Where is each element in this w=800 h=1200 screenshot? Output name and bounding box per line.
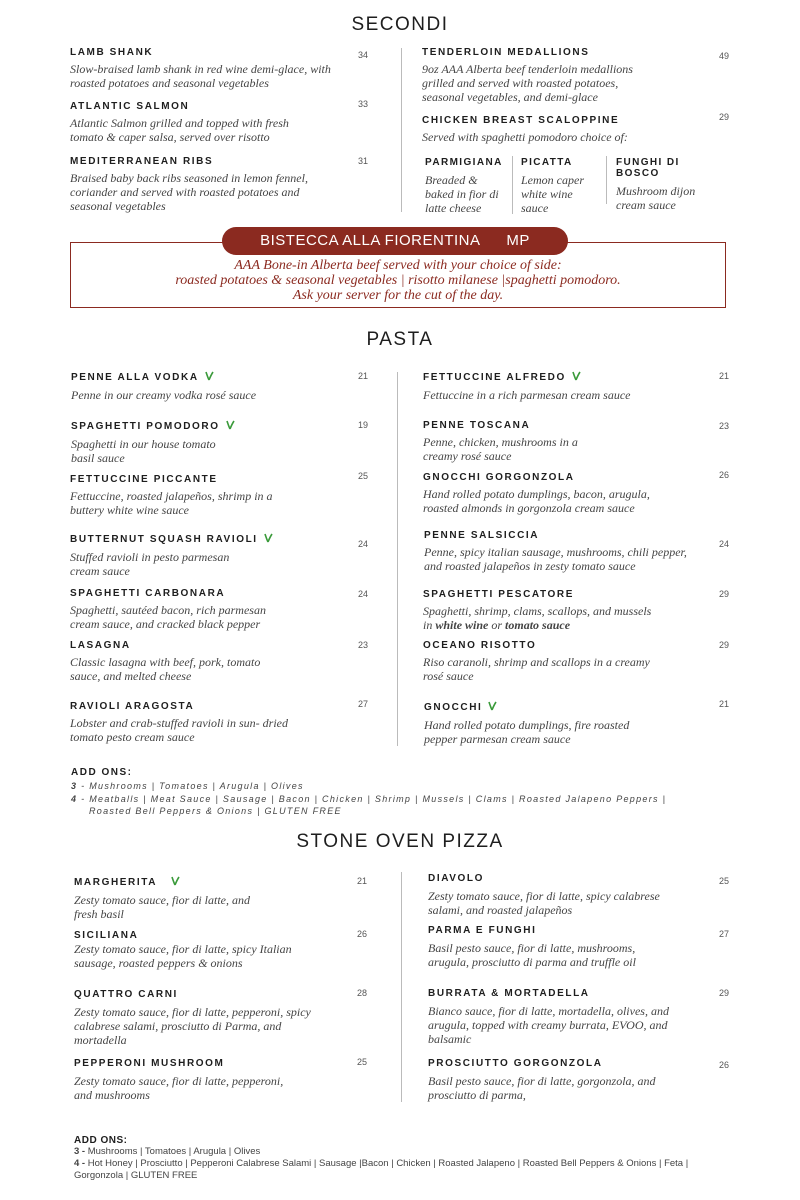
bistecca-description <box>70 258 726 303</box>
menu-item <box>71 371 351 402</box>
item-desc <box>423 604 703 632</box>
item-desc: Zesty tomato sauce, fior di latte, spicy calabrese salami, and roasted jalapeños <box>428 889 660 917</box>
item-price: 26 <box>719 1060 730 1070</box>
menu-item <box>423 589 703 632</box>
scaloppine-option <box>521 157 593 215</box>
column-divider <box>401 48 402 212</box>
column-divider <box>401 872 402 1102</box>
item-desc: Spaghetti, sautéed bacon, rich parmesan cream sauce, and cracked black pepper <box>70 603 266 631</box>
menu-item <box>74 930 294 970</box>
item-price: 23 <box>719 421 730 431</box>
addons-line <box>71 793 731 806</box>
item-name: FETTUCCINE ALFREDO <box>423 372 566 384</box>
item-name: MARGHERITA <box>74 877 158 889</box>
item-price: 28 <box>357 988 368 998</box>
item-price: 27 <box>358 699 369 709</box>
desc-bold: tomato sauce <box>505 618 571 632</box>
menu-item <box>423 420 603 463</box>
addons-line <box>74 1158 754 1170</box>
addons-line <box>71 780 731 793</box>
addons-list: - Meatballs | Meat Sauce | Sausage | Bacon | Chicken | Shrimp | Mussels | Clams | Roasted Jalapeno Peppers | <box>77 793 667 804</box>
item-name: PENNE TOSCANA <box>423 420 531 431</box>
item-name: RAVIOLI ARAGOSTA <box>70 701 195 712</box>
item-price: 24 <box>358 589 369 599</box>
item-name: SICILIANA <box>74 930 139 941</box>
item-name: CHICKEN BREAST SCALOPPINE <box>422 115 620 126</box>
addons-title: ADD ONS: <box>74 1135 128 1146</box>
item-desc: Riso caranoli, shrimp and scallops in a creamy rosé sauce <box>423 655 650 683</box>
section-title-secondi: SECONDI <box>351 14 449 35</box>
item-price: 24 <box>719 539 730 549</box>
menu-item <box>70 640 270 683</box>
section-title-pizza: STONE OVEN PIZZA <box>296 831 504 852</box>
item-name: DIAVOLO <box>428 873 485 884</box>
column-divider <box>397 372 398 746</box>
addons-line <box>74 1146 754 1158</box>
menu-item <box>70 101 320 144</box>
item-desc: Penne, spicy italian sausage, mushrooms, chili pepper, and roasted jalapeños in zesty tomato sauce <box>424 545 687 573</box>
item-price: 26 <box>357 929 368 939</box>
option-desc: Mushroom dijon cream sauce <box>616 184 696 212</box>
item-desc-line <box>423 618 703 632</box>
addons-price: 4 - <box>74 1158 86 1169</box>
menu-item <box>423 371 703 402</box>
menu-item <box>422 115 712 144</box>
item-price: 29 <box>719 112 730 122</box>
menu-item <box>428 873 673 917</box>
item-desc: Stuffed ravioli in pesto parmesan cream sauce <box>70 550 230 578</box>
desc-fragment: or <box>488 618 506 632</box>
item-name: SPAGHETTI CARBONARA <box>70 588 226 599</box>
menu-item <box>428 1058 668 1102</box>
desc-fragment: in <box>423 618 436 632</box>
menu-item <box>70 533 258 578</box>
menu-item <box>71 420 241 465</box>
leaf-icon <box>171 876 180 889</box>
menu-item <box>423 472 678 515</box>
addons-list: - Mushrooms | Tomatoes | Arugula | Olives <box>77 781 304 791</box>
item-price: 49 <box>719 51 730 61</box>
menu-item <box>74 876 274 921</box>
item-price: 19 <box>358 420 369 430</box>
item-desc: Fettuccine, roasted jalapeños, shrimp in a buttery white wine sauce <box>70 489 273 517</box>
item-name: SPAGHETTI PESCATORE <box>423 589 574 600</box>
option-desc: Lemon caper white wine sauce <box>521 173 584 215</box>
addons-line: Roasted Bell Peppers & Onions | GLUTEN FREE <box>89 806 342 816</box>
item-price: 27 <box>719 929 730 939</box>
bistecca-price: MP <box>506 232 530 249</box>
item-name: TENDERLOIN MEDALLIONS <box>422 47 590 58</box>
leaf-icon <box>572 371 581 384</box>
menu-item <box>74 989 329 1047</box>
addons-price: 4 <box>71 793 78 804</box>
item-price: 25 <box>719 876 730 886</box>
item-desc: Classic lasagna with beef, pork, tomato sauce, and melted cheese <box>70 655 261 683</box>
item-name: BUTTERNUT SQUASH RAVIOLI <box>70 534 258 546</box>
item-desc: Lobster and crab-stuffed ravioli in sun- dried tomato pesto cream sauce <box>70 716 288 744</box>
item-price: 34 <box>358 50 369 60</box>
item-desc: Zesty tomato sauce, fior di latte, spicy Italian sausage, roasted peppers & onions <box>74 942 292 970</box>
item-name: QUATTRO CARNI <box>74 989 178 1000</box>
item-name: BURRATA & MORTADELLA <box>428 988 590 999</box>
item-name: PEPPERONI MUSHROOM <box>74 1058 225 1069</box>
item-desc: Basil pesto sauce, fior di latte, mushrooms, arugula, prosciutto di parma and truffle oil <box>428 941 636 969</box>
menu-item <box>424 530 704 573</box>
item-price: 21 <box>357 876 368 886</box>
item-desc: Hand rolled potato dumplings, fire roasted pepper parmesan cream sauce <box>424 718 630 746</box>
item-desc-line: Spaghetti, shrimp, clams, scallops, and mussels <box>423 604 652 618</box>
item-price: 25 <box>358 471 369 481</box>
option-name: PARMIGIANA <box>425 157 503 168</box>
addons-price: 3 - <box>74 1146 86 1157</box>
bistecca-line: Ask your server for the cut of the day. <box>292 288 504 303</box>
item-desc: Braised baby back ribs seasoned in lemon fennel, coriander and served with roasted potatoes and seasonal vegetables <box>70 171 308 213</box>
scaloppine-option <box>616 157 726 212</box>
item-desc: Fettuccine in a rich parmesan cream sauce <box>423 388 631 402</box>
pizza-addons <box>74 1135 754 1182</box>
item-desc: Hand rolled potato dumplings, bacon, arugula, roasted almonds in gorgonzola cream sauce <box>423 487 650 515</box>
bistecca-line: AAA Bone-in Alberta beef served with your choice of side: <box>234 258 562 273</box>
leaf-icon <box>264 533 273 546</box>
menu-item <box>424 701 654 746</box>
item-name: LASAGNA <box>70 640 131 651</box>
menu-item <box>70 47 350 90</box>
item-name: LAMB SHANK <box>70 47 154 58</box>
addons-list: Mushrooms | Tomatoes | Arugula | Olives <box>85 1146 261 1157</box>
leaf-icon <box>226 420 235 433</box>
item-price: 21 <box>719 699 730 709</box>
item-desc: Basil pesto sauce, fior di latte, gorgonzola, and prosciutto di parma, <box>428 1074 656 1102</box>
item-price: 26 <box>719 470 730 480</box>
option-divider <box>606 156 607 204</box>
item-desc: Slow-braised lamb shank in red wine demi-glace, with roasted potatoes and seasonal vegetables <box>70 62 331 90</box>
item-price: 21 <box>719 371 730 381</box>
item-price: 29 <box>719 988 730 998</box>
desc-bold: white wine <box>435 618 489 632</box>
addons-price: 3 <box>71 781 78 791</box>
item-desc: Penne, chicken, mushrooms in a creamy rosé sauce <box>423 435 578 463</box>
menu-item <box>422 47 652 104</box>
menu-item <box>70 588 285 631</box>
item-price: 31 <box>358 156 369 166</box>
item-desc: Atlantic Salmon grilled and topped with fresh tomato & caper salsa, served over risotto <box>70 116 289 144</box>
leaf-icon <box>205 371 214 384</box>
bistecca-title: BISTECCA ALLA FIORENTINA <box>260 232 480 249</box>
item-desc: Zesty tomato sauce, fior di latte, and fresh basil <box>74 893 250 921</box>
item-price: 23 <box>358 640 369 650</box>
option-divider <box>512 156 513 214</box>
item-price: 21 <box>358 371 369 381</box>
item-name: PARMA E FUNGHI <box>428 925 537 936</box>
item-name: PENNE SALSICCIA <box>424 530 540 541</box>
item-price: 29 <box>719 640 730 650</box>
item-desc: Zesty tomato sauce, fior di latte, pepperoni, spicy calabrese salami, prosciutto di Parma, and mortadella <box>74 1005 311 1047</box>
item-name: PENNE ALLA VODKA <box>71 372 199 384</box>
menu-item <box>70 156 330 213</box>
item-desc: Spaghetti in our house tomato basil sauce <box>71 437 216 465</box>
item-desc: Bianco sauce, fior di latte, mortadella, olives, and arugula, topped with creamy burrata, EVOO, and balsamic <box>428 1004 669 1046</box>
menu-item <box>423 640 668 683</box>
pasta-addons <box>71 767 731 818</box>
item-price: 29 <box>719 589 730 599</box>
item-name: FETTUCCINE PICCANTE <box>70 474 218 485</box>
bistecca-line: roasted potatoes & seasonal vegetables | risotto milanese |spaghetti pomodoro. <box>175 273 621 288</box>
item-desc: 9oz AAA Alberta beef tenderloin medallions grilled and served with roasted potatoes, seasonal vegetables, and demi-glace <box>422 62 633 104</box>
item-price: 33 <box>358 99 369 109</box>
item-price: 25 <box>357 1057 368 1067</box>
addons-list: Hot Honey | Prosciutto | Pepperoni Calabrese Salami | Sausage |Bacon | Chicken | Roasted Jalapeno | Roasted Bell Peppers & Onions | Feta | <box>85 1158 689 1169</box>
scaloppine-option <box>425 157 509 215</box>
item-name: SPAGHETTI POMODORO <box>71 421 220 433</box>
item-name: MEDITERRANEAN RIBS <box>70 156 214 167</box>
menu-item <box>70 701 305 744</box>
item-name: ATLANTIC SALMON <box>70 101 190 112</box>
leaf-icon <box>488 701 497 714</box>
menu-item <box>70 474 280 517</box>
item-name: GNOCCHI GORGONZOLA <box>423 472 575 483</box>
option-name: FUNGHI DI BOSCO <box>616 157 680 179</box>
item-name: OCEANO RISOTTO <box>423 640 537 651</box>
item-name: PROSCIUTTO GORGONZOLA <box>428 1058 603 1069</box>
option-desc: Breaded & baked in fior di latte cheese <box>425 173 499 215</box>
item-name: GNOCCHI <box>424 702 483 714</box>
item-price: 24 <box>358 539 369 549</box>
section-title-pasta: PASTA <box>366 329 434 350</box>
item-desc: Penne in our creamy vodka rosé sauce <box>71 388 257 402</box>
menu-item <box>428 988 678 1046</box>
item-desc: Served with spaghetti pomodoro choice of: <box>422 130 628 144</box>
item-desc: Zesty tomato sauce, fior di latte, pepperoni, and mushrooms <box>74 1074 284 1102</box>
bistecca-title-pill <box>222 227 568 255</box>
menu-item <box>74 1058 299 1102</box>
addons-line: Gorgonzola | GLUTEN FREE <box>74 1170 198 1181</box>
option-name: PICATTA <box>521 157 573 168</box>
menu-item <box>428 925 653 969</box>
addons-title: ADD ONS: <box>71 767 133 778</box>
